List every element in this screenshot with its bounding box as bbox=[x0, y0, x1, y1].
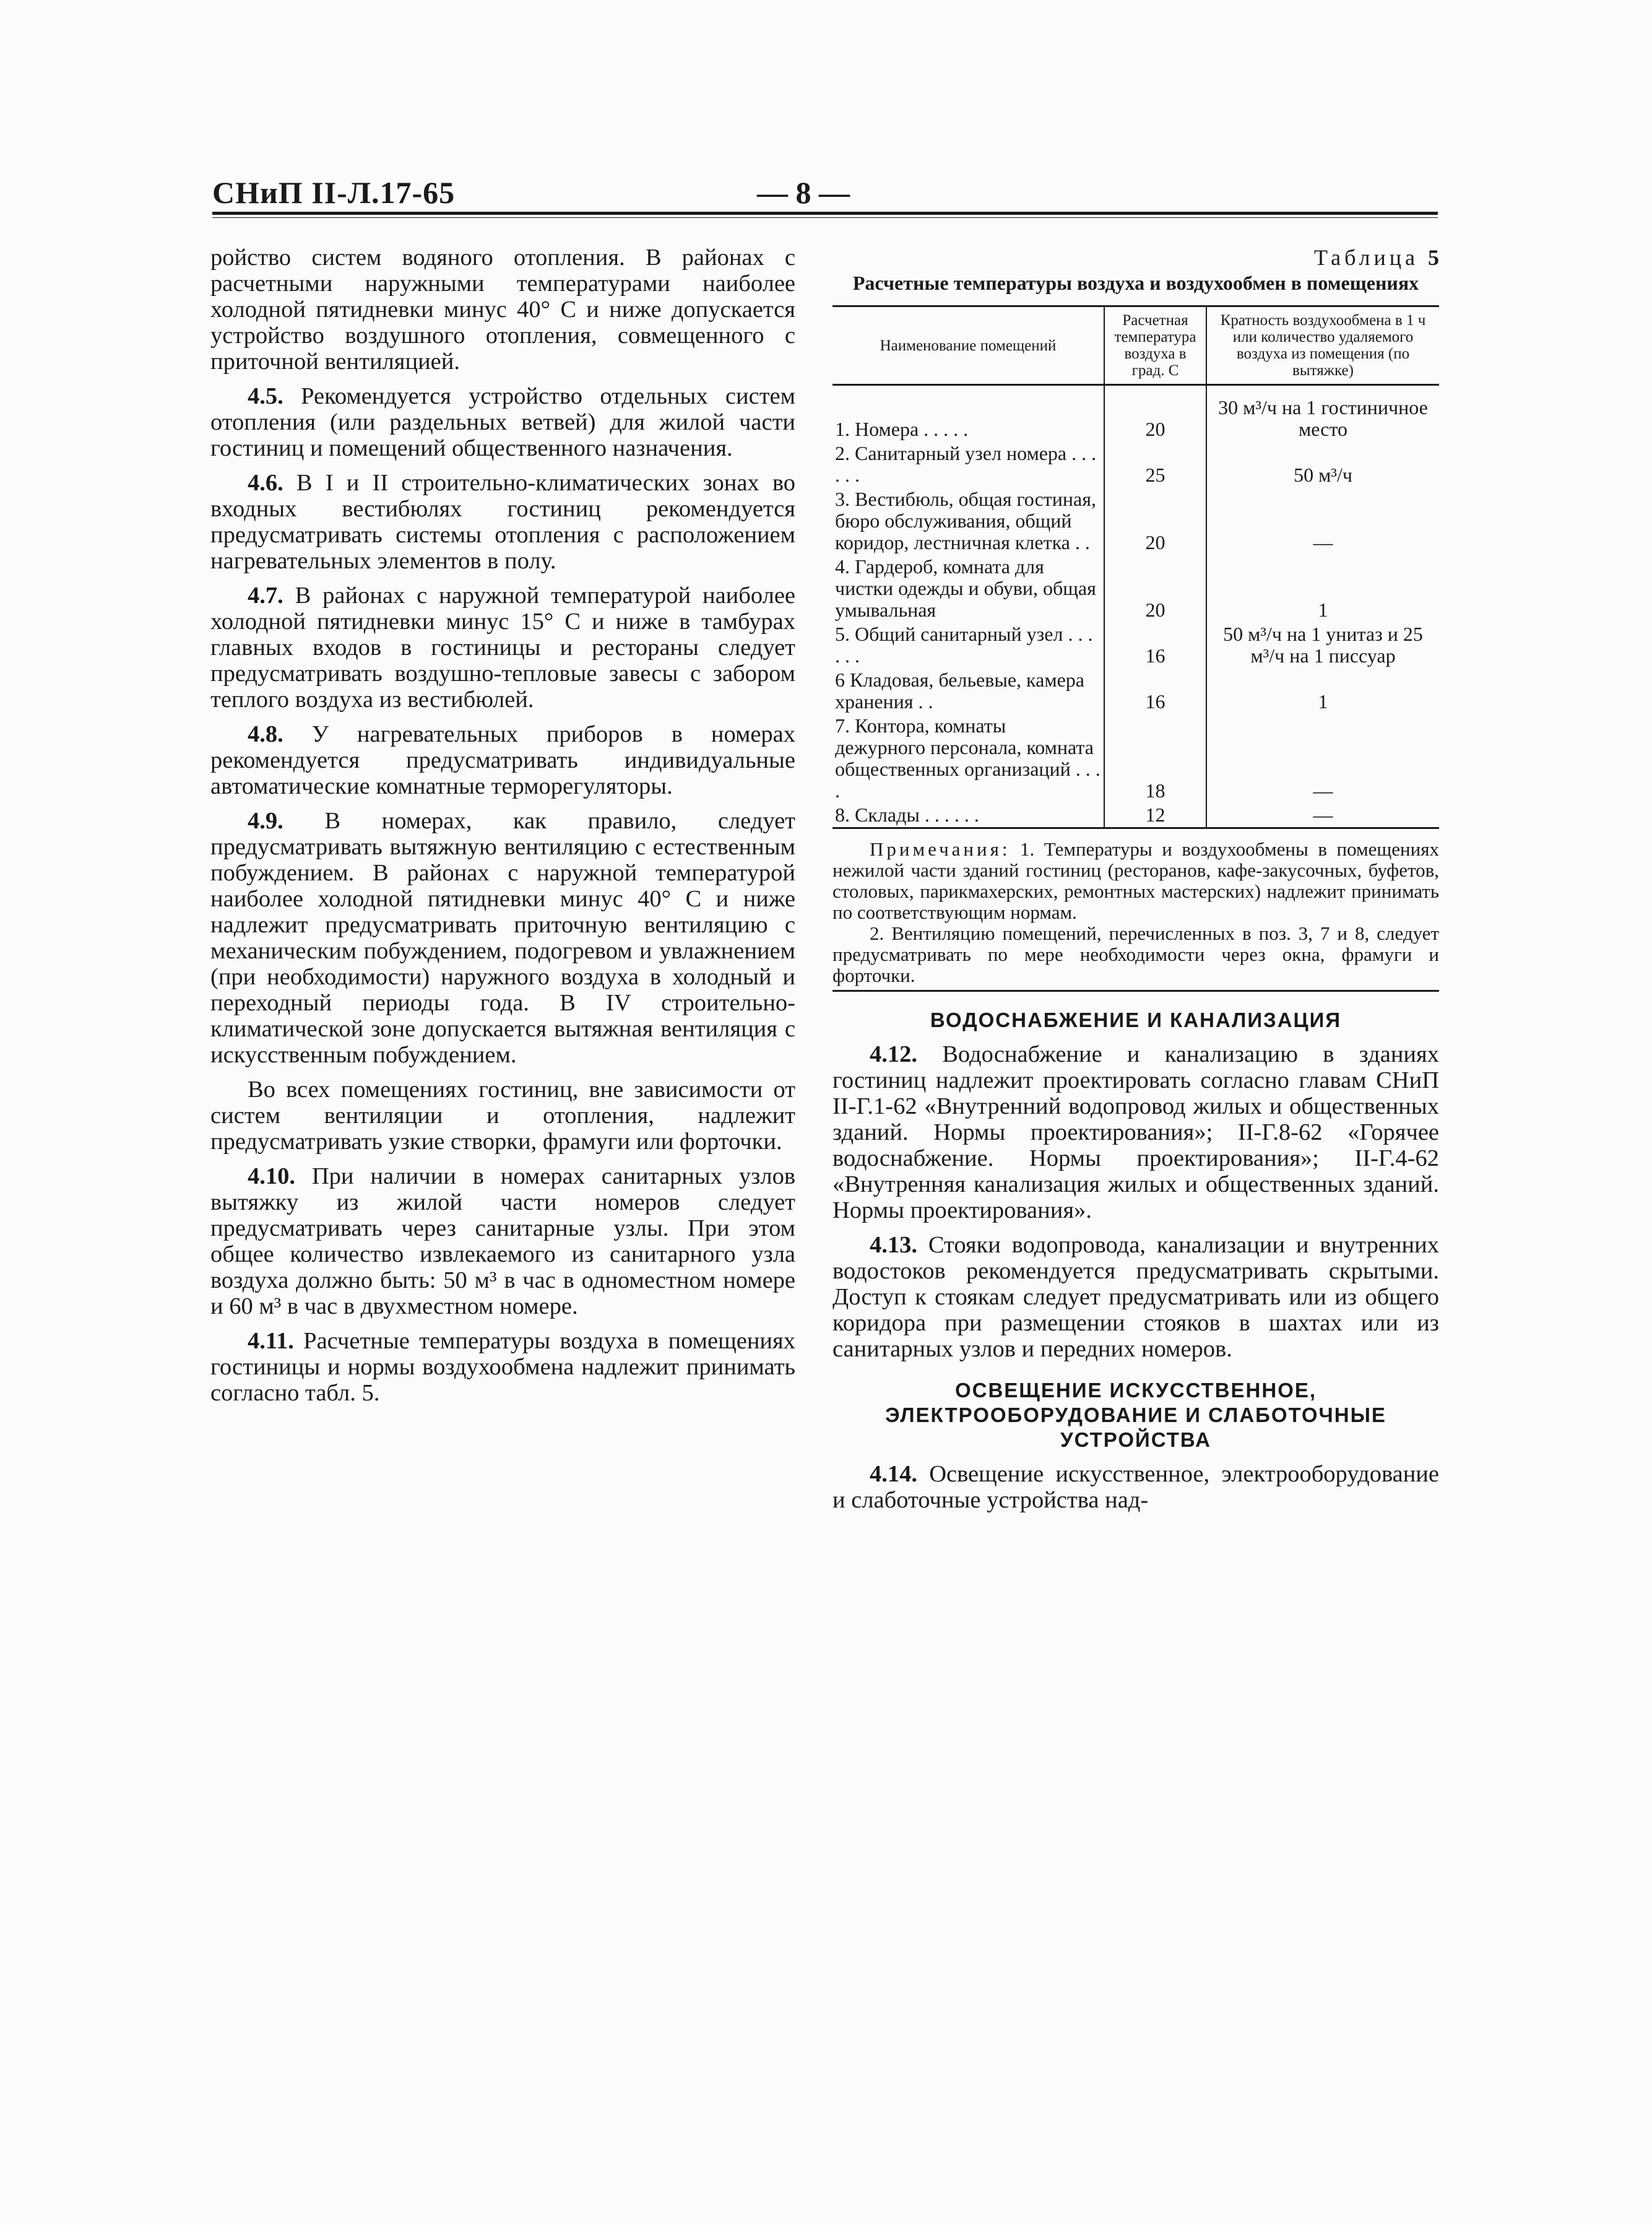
temperature-cell: 20 bbox=[1104, 555, 1206, 622]
table-row bbox=[832, 622, 1439, 668]
paragraph-4-5 bbox=[210, 383, 795, 461]
paragraph-number: 4.7. bbox=[248, 583, 283, 609]
paragraph-continued: ройство систем водяного отопления. В районах с расчетными наружными температурами наиболее холодной пятидневки минус 40° С и ниже допускается устройство воздушного отопления, совмещенного с приточной вентиляцией. bbox=[210, 245, 795, 375]
paragraph-4-6 bbox=[210, 470, 795, 574]
paragraph-number: 4.11. bbox=[248, 1328, 294, 1354]
paragraph-number: 4.12. bbox=[870, 1041, 917, 1067]
table-title: Расчетные температуры воздуха и воздухообмен в помещениях bbox=[852, 272, 1419, 294]
temperature-cell: 16 bbox=[1104, 668, 1206, 714]
air-exchange-cell: 50 м³/ч на 1 унитаз и 25 м³/ч на 1 писсуар bbox=[1206, 622, 1439, 668]
temperature-cell: 20 bbox=[1104, 487, 1206, 555]
document-code: СНиП II-Л.17-65 bbox=[212, 175, 456, 210]
air-exchange-cell: — bbox=[1206, 803, 1439, 828]
paragraph-number: 4.10. bbox=[248, 1163, 295, 1189]
air-exchange-cell: — bbox=[1206, 714, 1439, 803]
table-header-row bbox=[832, 306, 1439, 385]
paragraph-number: 4.14. bbox=[870, 1461, 917, 1487]
temperature-cell: 25 bbox=[1104, 441, 1206, 487]
notes-label: Примечания: bbox=[870, 838, 1011, 860]
column-header-room: Наименование помещений bbox=[832, 306, 1104, 385]
table-row bbox=[832, 385, 1439, 442]
temperature-cell: 18 bbox=[1104, 714, 1206, 803]
paragraph-number: 4.9. bbox=[248, 808, 283, 834]
room-cell: 1. Номера . . . . . bbox=[835, 418, 969, 440]
section-heading-lighting: ОСВЕЩЕНИЕ ИСКУССТВЕННОЕ, ЭЛЕКТРООБОРУДОВАНИЕ И СЛАБОТОЧНЫЕ УСТРОЙСТВА bbox=[885, 1379, 1386, 1451]
room-cell: 2. Санитарный узел номера . . . . . . bbox=[835, 442, 1097, 486]
air-exchange-cell: 1 bbox=[1206, 668, 1439, 714]
air-exchange-cell: — bbox=[1206, 487, 1439, 555]
paragraph-text: При наличии в номерах санитарных узлов вытяжку из жилой части номеров следует предусматривать через санитарные узлы. При этом общее количество извлекаемого из санитарного узла воздуха должно быть: 50 м³ в час в одноместном номере и 60 м³ в час в двухместном номере. bbox=[210, 1163, 795, 1319]
paragraph-number: 4.5. bbox=[248, 383, 283, 409]
paragraph-4-10 bbox=[210, 1163, 795, 1319]
paragraph-text: Рекомендуется устройство отдельных систем отопления (или раздельных ветвей) для жилой части гостиниц и помещений общественного назначения. bbox=[210, 383, 795, 461]
table-number: 5 bbox=[1428, 245, 1439, 270]
section-heading-water-supply: ВОДОСНАБЖЕНИЕ И КАНАЛИЗАЦИЯ bbox=[930, 1008, 1342, 1031]
table-row bbox=[832, 714, 1439, 803]
left-column bbox=[210, 245, 795, 1415]
table-note-2: 2. Вентиляцию помещений, перечисленных в поз. 3, 7 и 8, следует предусматривать по мере необходимости через окна, фрамуги и форточки. bbox=[832, 922, 1439, 986]
paragraph-4-9-continued: Во всех помещениях гостиниц, вне зависимости от систем вентиляции и отопления, надлежит предусматривать узкие створки, фрамуги или форточки. bbox=[210, 1077, 795, 1155]
paragraph-text: Водоснабжение и канализацию в зданиях гостиниц надлежит проектировать согласно главам СНиП II-Г.1-62 «Внутренний водопровод жилых и общественных зданий. Нормы проектирования»; II-Г.8-62 «Горячее водоснабжение. Нормы проектирования»; II-Г.4-62 «Внутренняя канализация жилых и общественных зданий. Нормы проектирования». bbox=[832, 1041, 1439, 1223]
header-rule bbox=[212, 212, 1438, 218]
table-5 bbox=[832, 305, 1439, 829]
note-text: 1. Температуры и воздухообмены в помещениях нежилой части зданий гостиниц (ресторанов, кафе-закусочных, буфетов, столовых, парикмахерских, ремонтных мастерских) надлежит принимать по соответствующим нормам. bbox=[832, 838, 1439, 923]
room-cell: 5. Общий санитарный узел . . . . . . bbox=[835, 623, 1093, 667]
table-row bbox=[832, 441, 1439, 487]
column-header-air-exchange: Кратность воздухообмена в 1 ч или количество удаляемого воздуха из помещения (по вытяжке) bbox=[1206, 306, 1439, 385]
paragraph-number: 4.8. bbox=[248, 721, 283, 747]
room-cell: 8. Склады . . . . . . bbox=[832, 803, 1104, 828]
paragraph-number: 4.13. bbox=[870, 1232, 917, 1258]
table-caption bbox=[832, 245, 1439, 271]
table-note-1 bbox=[832, 839, 1439, 923]
paragraph-text: В I и II строительно-климатических зонах во входных вестибюлях гостиниц рекомендуется предусматривать системы отопления с расположением нагревательных элементов в полу. bbox=[210, 470, 795, 574]
table-row bbox=[832, 487, 1439, 555]
paragraph-4-11 bbox=[210, 1328, 795, 1406]
room-cell: 7. Контора, комнаты дежурного персонала, комната общественных организаций . . . . bbox=[835, 714, 1101, 802]
air-exchange-cell: 1 bbox=[1206, 555, 1439, 622]
table-row bbox=[832, 803, 1439, 828]
air-exchange-cell: 30 м³/ч на 1 гостиничное место bbox=[1206, 385, 1439, 442]
room-cell: 6 Кладовая, бельевые, камера хранения . . bbox=[835, 669, 1084, 713]
right-column bbox=[832, 245, 1439, 1522]
paragraph-text: В номерах, как правило, следует предусматривать вытяжную вентиляцию с естественным побуждением. В районах с наружной температурой наиболее холодной пятидневки минус 40° С и ниже надлежит предусматривать приточную вентиляцию с механическим побуждением, подогревом и увлажнением (при необходимости) наружного воздуха в холодный и переходный периоды года. В IV строительно-климатической зоне допускается вытяжная вентиляция с искусственным побуждением. bbox=[210, 808, 795, 1068]
paragraph-4-13 bbox=[832, 1232, 1439, 1362]
paragraph-text: Стояки водопровода, канализации и внутренних водостоков рекомендуется предусматривать скрытыми. Доступ к стоякам следует предусматривать или из общего коридора при размещении стояков в шахтах или из санитарных узлов и передних номеров. bbox=[832, 1232, 1439, 1362]
temperature-cell: 20 bbox=[1104, 385, 1206, 442]
paragraph-text: У нагревательных приборов в номерах рекомендуется предусматривать индивидуальные автоматические комнатные терморегуляторы. bbox=[210, 721, 795, 799]
table-notes bbox=[832, 839, 1439, 992]
paragraph-4-14 bbox=[832, 1461, 1439, 1513]
room-cell: 4. Гардероб, комната для чистки одежды и обуви, общая умывальная bbox=[835, 555, 1096, 621]
table-row bbox=[832, 555, 1439, 622]
temperature-cell: 16 bbox=[1104, 622, 1206, 668]
room-cell: 3. Вестибюль, общая гостиная, бюро обслуживания, общий коридор, лестничная клетка . . bbox=[835, 488, 1096, 553]
table-caption-label: Таблица bbox=[1314, 245, 1419, 270]
paragraph-4-7 bbox=[210, 583, 795, 713]
paragraph-text: Освещение искусственное, электрооборудование и слаботочные устройства над- bbox=[832, 1461, 1439, 1513]
temperature-cell: 12 bbox=[1104, 803, 1206, 828]
page-number: — 8 — bbox=[757, 175, 850, 210]
paragraph-text: В районах с наружной температурой наиболее холодной пятидневки минус 15° С и ниже в тамбурах главных входов в гостиницы и рестораны следует предусматривать воздушно-тепловые завесы с забором теплого воздуха из вестибюлей. bbox=[210, 583, 795, 713]
paragraph-text: Расчетные температуры воздуха в помещениях гостиницы и нормы воздухообмена надлежит принимать согласно табл. 5. bbox=[210, 1328, 795, 1406]
paragraph-4-8 bbox=[210, 721, 795, 799]
column-header-temperature: Расчетная температура воздуха в град. С bbox=[1104, 306, 1206, 385]
paragraph-number: 4.6. bbox=[248, 470, 283, 496]
table-row bbox=[832, 668, 1439, 714]
paragraph-4-12 bbox=[832, 1041, 1439, 1223]
air-exchange-cell: 50 м³/ч bbox=[1206, 441, 1439, 487]
paragraph-4-9 bbox=[210, 808, 795, 1068]
